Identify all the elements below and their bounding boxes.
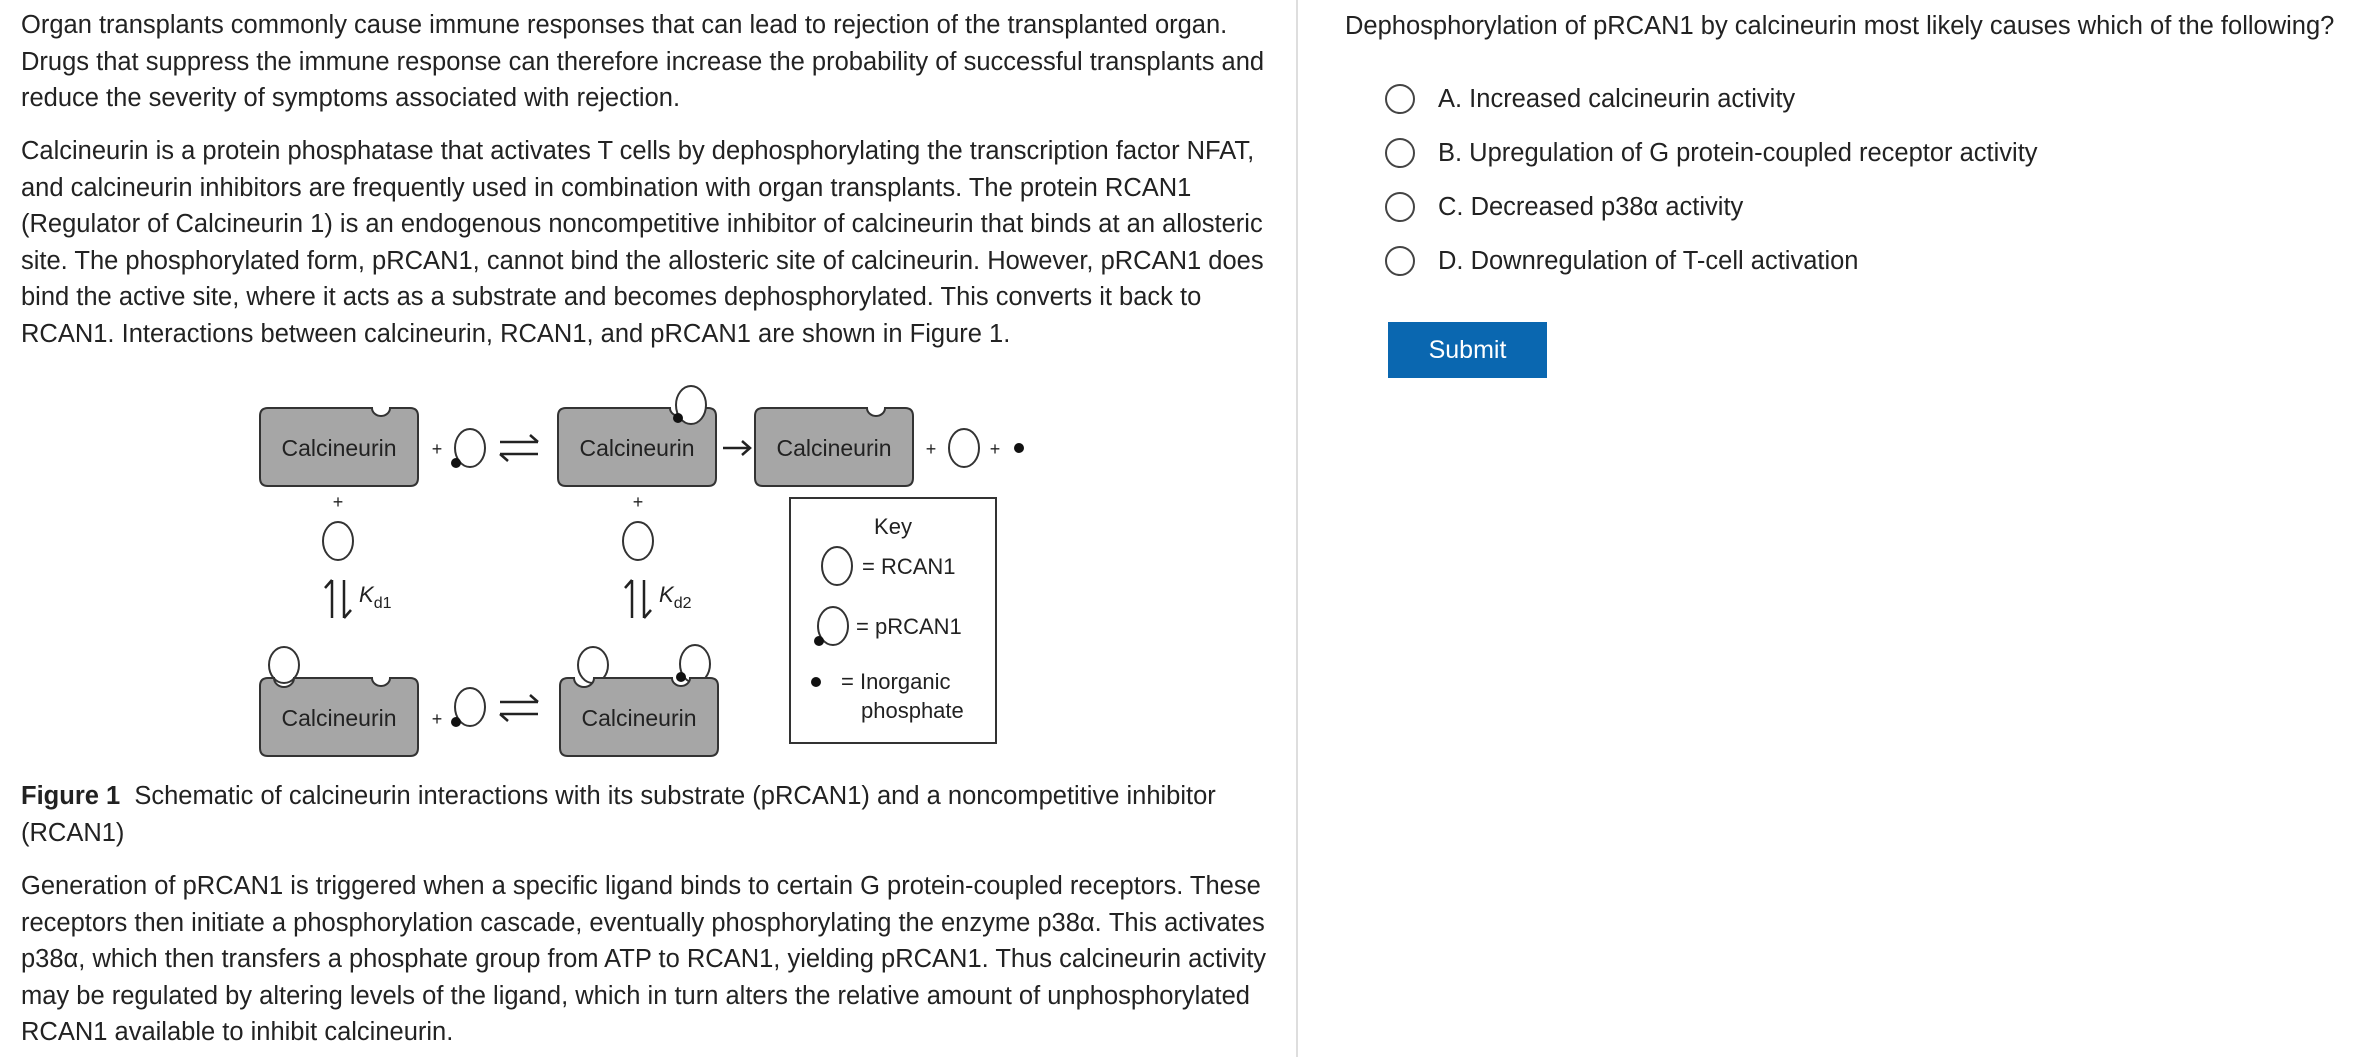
option-a[interactable] (1385, 84, 1795, 114)
enzyme-inhibitor-substrate-complex (560, 645, 718, 756)
panel-divider (1296, 0, 1298, 1057)
option-c-label: C. Decreased p38α activity (1438, 192, 1744, 221)
submit-button[interactable]: Submit (1388, 322, 1547, 378)
option-d-radio[interactable] (1385, 246, 1415, 276)
kd2-equilibrium-arrow (625, 580, 651, 618)
kd1-label: $K_{d1}$ (359, 582, 392, 612)
figure-key (790, 498, 996, 743)
figure-caption (21, 778, 1271, 851)
enzyme-free-product (755, 408, 913, 486)
rcan1-symbol (623, 522, 653, 560)
kd1-equilibrium-arrow (325, 580, 351, 618)
rcan1-product-symbol (949, 429, 979, 467)
plus-sign: + (431, 709, 443, 729)
prcan1-symbol (451, 429, 485, 468)
svg-text:Calcineurin: Calcineurin (579, 435, 695, 461)
svg-text:= pRCAN1: = pRCAN1 (856, 614, 962, 639)
option-b-radio[interactable] (1385, 138, 1415, 168)
enzyme-substrate-complex (558, 386, 716, 486)
equilibrium-arrow (500, 695, 538, 721)
prcan1-symbol (451, 688, 485, 727)
reaction-arrow (723, 441, 750, 455)
option-a-radio[interactable] (1385, 84, 1415, 114)
option-b[interactable] (1385, 138, 2038, 168)
key-phosphate-symbol (811, 677, 821, 687)
plus-sign: + (632, 492, 644, 512)
phosphate-product-symbol (1014, 443, 1024, 453)
figure-caption-text: Schematic of calcineurin interactions with its substrate (pRCAN1) and a noncompetitive inhibitor (RCAN1) (21, 782, 1216, 847)
plus-sign: + (431, 439, 443, 459)
option-b-label: B. Upregulation of G protein-coupled receptor activity (1438, 138, 2038, 167)
enzyme-inhibitor-complex (260, 647, 418, 756)
svg-text:phosphate: phosphate (861, 698, 964, 723)
passage-paragraph-1: Organ transplants commonly cause immune responses that can lead to rejection of the transplanted organ. Drugs that suppress the immune response can therefore increase the probability of successful transplants and reduce the severity of symptoms associated with rejection. (21, 11, 1265, 112)
plus-sign: + (989, 439, 1001, 459)
option-d[interactable] (1385, 246, 1859, 276)
figure-1-schematic (250, 380, 1030, 760)
equilibrium-arrow (500, 435, 538, 461)
option-c[interactable] (1385, 192, 1743, 222)
rcan1-symbol (323, 522, 353, 560)
key-rcan1-symbol (822, 547, 852, 585)
passage-paragraph-3: Generation of pRCAN1 is triggered when a specific ligand binds to certain G protein-coupled receptors. These receptors then initiate a phosphorylation cascade, eventually phosphorylating the enzyme p38α. This activates p38α, which then transfers a phosphate group from ATP to RCAN1, yielding pRCAN1. Thus calcineurin activity may be regulated by altering levels of the ligand, which in turn alters the relative amount of unphosphorylated RCAN1 available to inhibit calcineurin. (21, 872, 1267, 1046)
plus-sign: + (925, 439, 937, 459)
passage-paragraph-2: Calcineurin is a protein phosphatase that activates T cells by dephosphorylating the transcription factor NFAT, and calcineurin inhibitors are frequently used in combination with organ transplants. The protein RCAN1 (Regulator of Calcineurin 1) is an endogenous noncompetitive inhibitor of calcineurin that binds at an allosteric site. The phosphorylated form, pRCAN1, cannot bind the allosteric site of calcineurin. However, pRCAN1 does bind the active site, where it acts as a substrate and becomes dephosphorylated. This converts it back to RCAN1. Interactions between calcineurin, RCAN1, and pRCAN1 are shown in Figure 1. (21, 137, 1264, 348)
figure-caption-label: Figure 1 (21, 782, 121, 810)
svg-text:= Inorganic: = Inorganic (841, 669, 951, 694)
kd2-label: $K_{d2}$ (659, 582, 692, 612)
plus-sign: + (332, 492, 344, 512)
svg-text:Key: Key (874, 514, 912, 539)
option-d-label: D. Downregulation of T-cell activation (1438, 246, 1859, 275)
option-a-label: A. Increased calcineurin activity (1438, 84, 1796, 113)
question-text: Dephosphorylation of pRCAN1 by calcineurin most likely causes which of the following? (1345, 12, 2335, 40)
svg-text:Calcineurin: Calcineurin (281, 435, 397, 461)
svg-text:Calcineurin: Calcineurin (581, 705, 697, 731)
enzyme-free-top (260, 408, 418, 486)
svg-text:= RCAN1: = RCAN1 (862, 554, 956, 579)
svg-text:Calcineurin: Calcineurin (776, 435, 892, 461)
option-c-radio[interactable] (1385, 192, 1415, 222)
svg-text:Calcineurin: Calcineurin (281, 705, 397, 731)
